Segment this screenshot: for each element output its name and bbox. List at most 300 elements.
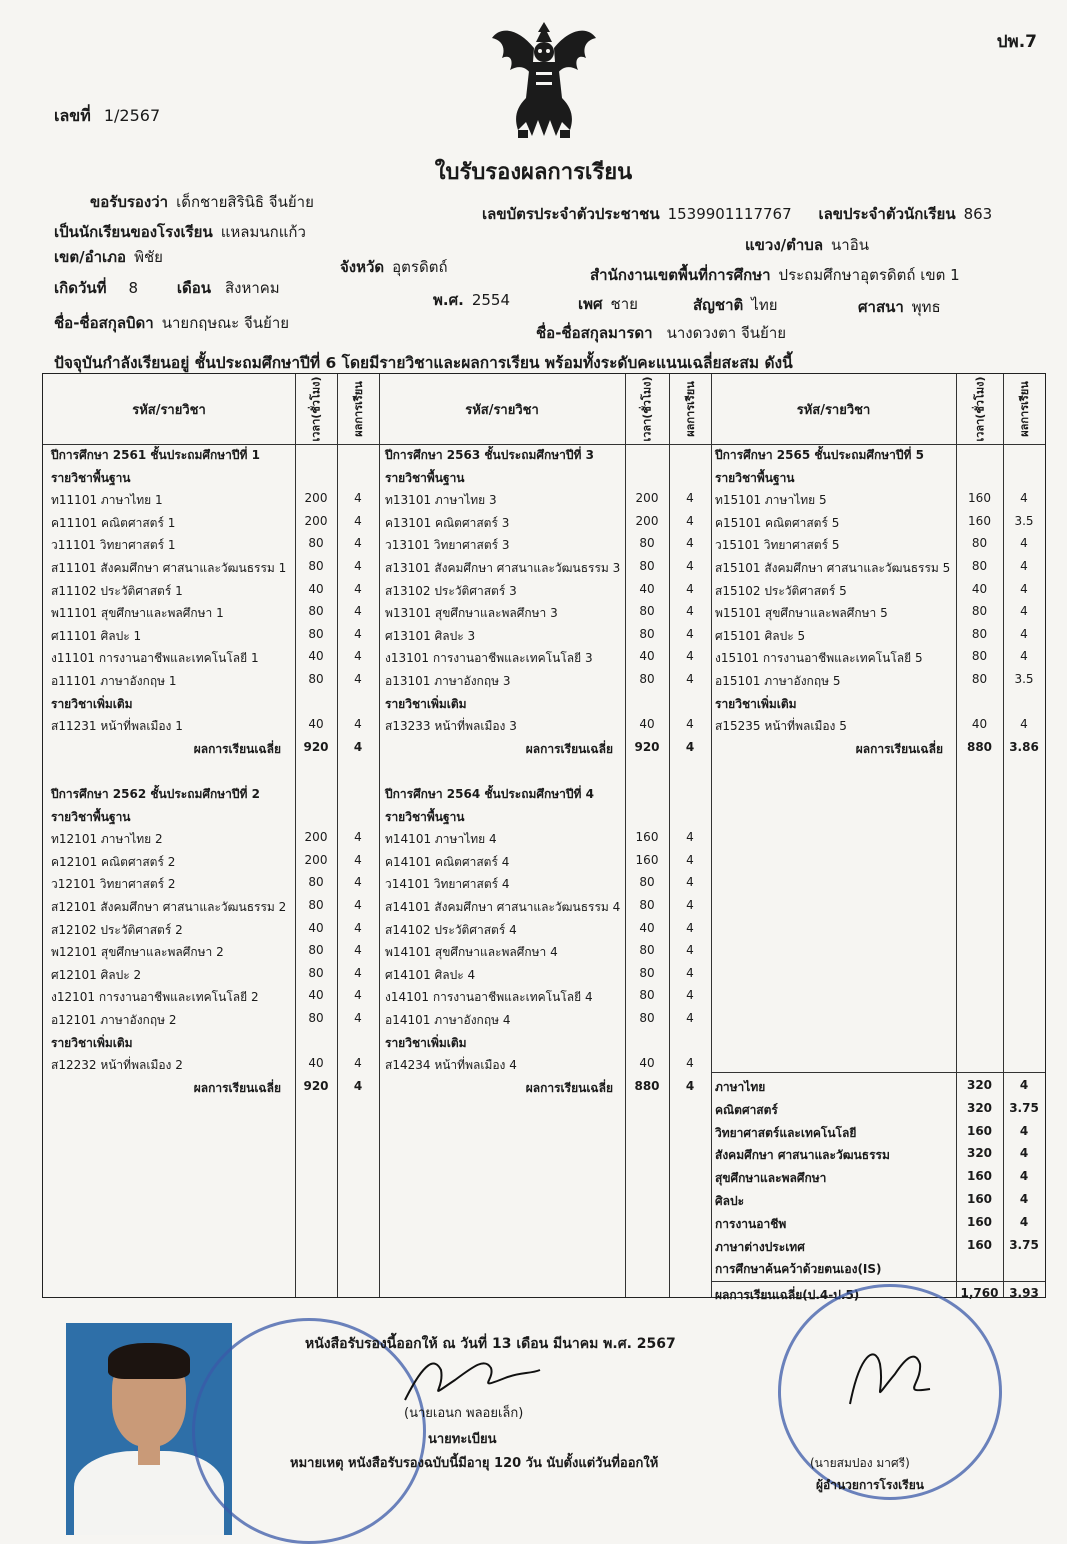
grade-cell: 4 [686,491,694,506]
subject-label: อ12101 ภาษาอังกฤษ 2 [51,1013,177,1027]
hours-cell: 160 [635,852,659,867]
subject-row [43,491,1043,513]
certify-label: ขอรับรองว่า [90,193,169,211]
document-number-value: 1/2567 [103,106,161,125]
subject-row [43,604,1043,626]
grade-cell: 3.5 [1014,513,1034,528]
subject-label: ส12101 สังคมศึกษา ศาสนาและวัฒนธรรม 2 [51,900,287,914]
grade-cell: 4 [686,875,694,890]
summary-label: คณิตศาสตร์ [715,1102,778,1117]
grade-cell: 4 [354,988,362,1003]
hours-cell: 200 [304,513,328,528]
subject-label: ศ11101 ศิลปะ 1 [51,628,142,643]
hours-cell: 880 [634,1078,660,1093]
hours-cell: 80 [308,965,324,980]
hours-cell: 40 [308,581,324,596]
mother-label: ชื่อ-ชื่อสกุลมารดา [536,324,653,342]
subject-label: อ13101 ภาษาอังกฤษ 3 [385,674,511,688]
birth-day-label: เกิดวันที่ [54,279,107,297]
school-label: เป็นนักเรียนของโรงเรียน [54,223,213,241]
hours-cell: 80 [971,536,988,551]
header-hours-2: เวลา(ชั่วโมง) [641,376,654,442]
grade-cell: 4 [1020,536,1028,551]
subdistrict-label: แขวง/ตำบล [745,236,824,254]
grade-cell: 4 [354,920,362,935]
subject-label: ปีการศึกษา 2564 ชั้นประถมศึกษาปีที่ 4 [385,787,594,801]
registrar-signature [395,1350,545,1410]
grade-cell: 3.5 [1014,672,1034,686]
grade-cell: 4 [686,943,694,958]
hours-cell: 80 [639,875,655,890]
grade-cell: 4 [686,988,694,1003]
garuda-emblem [488,18,600,143]
header-grade-1: ผลการเรียน [352,381,366,437]
grade-cell: 4 [1020,559,1028,573]
grade-cell: 4 [354,672,362,686]
grade-cell: 4 [354,898,362,912]
subject-label: ปีการศึกษา 2561 ชั้นประถมศึกษาปีที่ 1 [51,448,260,462]
province: อุตรดิตถ์ [392,258,448,276]
grade-cell: 4 [354,513,362,528]
subject-row [43,514,1043,536]
summary-grade: 4 [1019,1214,1029,1229]
sex: ชาย [610,295,638,313]
subject-label: ส11102 ประวัติศาสตร์ 1 [51,583,183,598]
subject-label: ง14101 การงานอาชีพและเทคโนโลยี 4 [385,990,593,1005]
subject-row [43,717,1043,739]
grade-cell: 4 [686,581,694,596]
grade-cell: 4 [686,965,694,980]
grade-cell: 4 [1020,491,1028,506]
mother-name: นางดวงตา จีนย้าย [666,324,787,342]
subject-label: ง15101 การงานอาชีพและเทคโนโลยี 5 [715,651,923,666]
citizen-id: 1539901117767 [667,205,792,223]
student-name: เด็กชายสิรินิธิ จีนย้าย [176,193,314,211]
father-line [54,311,289,335]
grade-cell: 4 [354,717,362,732]
subject-label: ว14101 วิทยาศาสตร์ 4 [385,877,510,892]
subject-row [43,582,1043,604]
hours-cell: 80 [639,604,655,619]
subject-label: ค15101 คณิตศาสตร์ 5 [715,515,840,530]
father-name: นายกฤษณะ จีนย้าย [161,314,290,332]
hours-cell: 40 [971,717,988,732]
district-line [54,245,163,269]
hours-cell: 80 [308,559,324,573]
subject-row [43,559,1043,581]
subject-label: ท11101 ภาษาไทย 1 [51,493,163,508]
summary-label: การศึกษาค้นคว้าด้วยตนเอง(IS) [715,1262,882,1277]
subject-label: ปีการศึกษา 2563 ชั้นประถมศึกษาปีที่ 3 [385,448,594,462]
hours-cell: 920 [303,1078,329,1093]
grade-cell: 4 [354,852,362,867]
summary-hours: 320 [966,1078,993,1092]
subject-label: ง12101 การงานอาชีพและเทคโนโลยี 2 [51,990,259,1005]
student-no: 863 [963,205,993,223]
hours-cell: 80 [971,559,988,573]
subject-label: ศ13101 ศิลปะ 3 [385,628,476,643]
student-name-line [90,190,314,214]
summary-grade: 3.75 [1009,1237,1039,1252]
form-code: ปพ.7 [996,32,1037,52]
subject-group [43,695,1043,717]
subject-label: ศ14101 ศิลปะ 4 [385,967,476,982]
hours-cell: 80 [639,943,655,958]
hours-cell: 880 [966,739,993,754]
subject-row [43,536,1043,558]
summary-grade: 3.75 [1009,1100,1039,1115]
grade-cell: 3.86 [1009,739,1039,754]
hours-cell: 80 [971,626,988,641]
subdistrict-line [745,233,869,257]
subject-label: ศ12101 ศิลปะ 2 [51,967,142,982]
summary-row [43,1078,1043,1100]
subject-label: ผลการเรียนเฉลี่ย [525,741,613,756]
birth-year-line [433,288,510,312]
header-grade-2: ผลการเรียน [684,381,698,437]
school-name: แหลมนกแก้ว [220,223,306,241]
hours-cell: 920 [634,739,660,754]
hours-cell: 200 [304,830,328,845]
father-label: ชื่อ-ชื่อสกุลบิดา [54,314,154,332]
sex-line [578,292,638,316]
subject-label: ง13101 การงานอาชีพและเทคโนโลยี 3 [385,651,593,666]
hours-cell: 160 [968,491,991,506]
summary-hours: 160 [966,1123,993,1138]
subject-label: ส15102 ประวัติศาสตร์ 5 [715,583,847,598]
summary-label: ผลการเรียนเฉลี่ย(ป.4-ป.5) [715,1288,860,1302]
header-subject-2: รหัส/รายวิชา [465,402,539,418]
grade-cell: 4 [354,943,362,958]
subject-label: อ11101 ภาษาอังกฤษ 1 [51,674,177,688]
subject-label: รายวิชาเพิ่มเติม [385,696,467,711]
hours-cell: 40 [639,920,655,935]
grade-cell: 4 [353,739,363,754]
subject-row [43,943,1043,965]
summary-row [43,1146,1043,1168]
hours-cell: 80 [308,672,324,686]
subject-label: ท15101 ภาษาไทย 5 [715,493,827,508]
hours-cell: 40 [639,1056,655,1071]
subject-label: ส14102 ประวัติศาสตร์ 4 [385,922,517,937]
summary-row [43,1238,1043,1260]
subject-row [43,627,1043,649]
subject-label: ส15101 สังคมศึกษา ศาสนาและวัฒนธรรม 5 [715,561,951,575]
hours-cell: 80 [971,672,988,686]
hours-cell: 80 [308,943,324,958]
summary-grade: 3.93 [1009,1286,1039,1300]
grade-cell: 4 [1020,717,1028,732]
subject-label: ว13101 วิทยาศาสตร์ 3 [385,538,510,553]
document-title: ใบรับรองผลการเรียน [434,160,633,185]
summary-label: ศิลปะ [715,1194,745,1208]
citizen-id-line [482,202,992,226]
hours-cell: 80 [308,604,324,619]
grade-cell: 4 [686,1011,694,1025]
grade-cell: 4 [354,626,362,641]
summary-hours: 160 [966,1192,993,1206]
subject-label: รายวิชาพื้นฐาน [385,470,465,485]
summary-row [43,1215,1043,1237]
year-heading [43,785,1043,807]
hours-cell: 80 [308,1011,324,1025]
subject-label: ผลการเรียนเฉลี่ย [855,741,943,756]
subject-label: อ15101 ภาษาอังกฤษ 5 [715,674,841,688]
grade-cell: 4 [1020,581,1028,596]
summary-row [43,1124,1043,1146]
subject-label: ปีการศึกษา 2565 ชั้นประถมศึกษาปีที่ 5 [715,448,924,462]
grade-cell: 4 [686,1056,694,1071]
summary-grade: 4 [1019,1192,1029,1206]
document-number [54,104,160,129]
subject-label: ว15101 วิทยาศาสตร์ 5 [715,538,840,553]
religion: พุทธ [911,298,941,316]
hours-cell: 80 [308,875,324,890]
subject-label: อ14101 ภาษาอังกฤษ 4 [385,1013,511,1027]
intro-text: ปัจจุบันกำลังเรียนอยู่ ชั้นประถมศึกษาปีที่ 6 โดยมีรายวิชาและผลการเรียน พร้อมทั้งระดับคะแนนเฉลี่ยสะสม ดังนี้ [54,354,793,372]
grade-cell: 4 [354,536,362,551]
province-line [340,255,448,279]
subject-label: ส14234 หน้าที่พลเมือง 4 [385,1058,517,1073]
grade-cell: 4 [686,649,694,664]
grade-cell: 4 [686,852,694,867]
hours-cell: 40 [308,649,324,664]
validity-note: หมายเหตุ หนังสือรับรองฉบับนี้มีอายุ 120 วัน นับตั้งแต่วันที่ออกให้ [290,1456,659,1471]
grade-cell: 4 [354,875,362,890]
subject-group [43,808,1043,830]
summary-hours: 160 [966,1169,993,1184]
grade-cell: 4 [354,1056,362,1071]
hours-cell: 80 [639,536,655,551]
birth-year: 2554 [471,291,510,309]
grade-cell: 4 [354,559,362,573]
subject-label: ส13233 หน้าที่พลเมือง 3 [385,719,517,734]
summary-hours: 160 [966,1237,993,1252]
issue-statement: หนังสือรับรองนี้ออกให้ ณ วันที่ 13 เดือน มีนาคม พ.ศ. 2567 [305,1336,676,1352]
summary-grade: 4 [1019,1169,1029,1184]
religion-label: ศาสนา [858,298,904,316]
school-line [54,220,306,244]
grade-cell: 4 [686,559,694,573]
subject-label: ว12101 วิทยาศาสตร์ 2 [51,877,176,892]
header-grade-3: ผลการเรียน [1018,381,1032,437]
birth-day: 8 [128,279,139,297]
summary-label: การงานอาชีพ [715,1216,787,1231]
grade-cell: 4 [686,717,694,732]
grade-cell: 4 [686,536,694,551]
grade-cell: 4 [1020,626,1028,641]
hours-cell: 40 [971,581,988,596]
hours-cell: 80 [639,988,655,1003]
subject-label: ส11101 สังคมศึกษา ศาสนาและวัฒนธรรม 1 [51,561,287,575]
subject-label: ส15235 หน้าที่พลเมือง 5 [715,719,847,734]
summary-label: วิทยาศาสตร์และเทคโนโลยี [715,1125,857,1140]
hours-cell: 80 [308,626,324,641]
summary-grade: 4 [1019,1123,1029,1138]
subject-label: ส13101 สังคมศึกษา ศาสนาและวัฒนธรรม 3 [385,561,621,575]
subject-row [43,875,1043,897]
nationality-line [693,293,778,317]
hours-cell: 200 [304,852,328,867]
summary-hours: 320 [966,1146,993,1161]
subject-label: ว11101 วิทยาศาสตร์ 1 [51,538,176,553]
birth-month: สิงหาคม [224,279,280,297]
summary-hours: 320 [966,1100,993,1115]
summary-grade: 4 [1019,1146,1029,1161]
subject-label: ท14101 ภาษาไทย 4 [385,832,497,847]
religion-line [858,295,941,319]
hours-cell: 200 [635,491,659,506]
hours-cell: 40 [308,920,324,935]
summary-row [43,1101,1043,1123]
hours-cell: 80 [308,898,324,912]
summary-row [43,1260,1043,1282]
subject-row [43,1056,1043,1078]
summary-label: สุขศึกษาและพลศึกษา [715,1171,827,1186]
subject-label: รายวิชาเพิ่มเติม [51,1035,133,1050]
grade-cell: 4 [354,604,362,619]
grade-cell: 4 [686,920,694,935]
subject-row [43,988,1043,1010]
grade-cell: 4 [354,965,362,980]
birth-day-line [54,276,280,300]
hours-cell: 200 [304,491,328,506]
hours-cell: 80 [639,626,655,641]
grade-cell: 4 [685,1078,695,1093]
hours-cell: 80 [308,536,324,551]
subject-label: พ12101 สุขศึกษาและพลศึกษา 2 [51,945,224,960]
subject-label: ปีการศึกษา 2562 ชั้นประถมศึกษาปีที่ 2 [51,787,260,801]
director-name: (นายสมปอง มาศรี) [810,1456,910,1470]
subject-row [43,898,1043,920]
hours-cell: 40 [308,717,324,732]
hours-cell: 80 [639,965,655,980]
grade-cell: 4 [686,672,694,686]
hours-cell: 40 [639,649,655,664]
hours-cell: 200 [635,513,659,528]
grade-cell: 4 [354,581,362,596]
subject-label: ส11231 หน้าที่พลเมือง 1 [51,719,183,734]
district-label: เขต/อำเภอ [54,248,127,266]
sex-label: เพศ [578,295,603,313]
grade-cell: 4 [686,604,694,619]
director-signature [830,1334,940,1424]
subject-label: รายวิชาพื้นฐาน [51,470,131,485]
subject-group [43,1034,1043,1056]
subject-row [43,966,1043,988]
student-no-label: เลขประจำตัวนักเรียน [818,205,956,223]
average-row [43,740,1043,762]
office: ประถมศึกษาอุตรดิตถ์ เขต 1 [778,266,960,284]
subject-label: ศ15101 ศิลปะ 5 [715,628,806,643]
subject-label: ค14101 คณิตศาสตร์ 4 [385,854,510,869]
grade-cell: 4 [686,513,694,528]
header-hours-3: เวลา(ชั่วโมง) [973,376,987,442]
summary-row [43,1192,1043,1214]
subject-group [43,469,1043,491]
hours-cell: 80 [639,1011,655,1025]
subject-row [43,921,1043,943]
grade-cell: 4 [354,1011,362,1025]
grade-cell: 4 [686,830,694,845]
subject-label: ง11101 การงานอาชีพและเทคโนโลยี 1 [51,651,259,666]
hours-cell: 80 [639,898,655,912]
subject-label: ท12101 ภาษาไทย 2 [51,832,163,847]
director-title: ผู้อำนวยการโรงเรียน [816,1478,924,1492]
summary-label: สังคมศึกษา ศาสนาและวัฒนธรรม [715,1148,890,1163]
subject-label: ท13101 ภาษาไทย 3 [385,493,497,508]
subject-label: ผลการเรียนเฉลี่ย [193,1080,281,1095]
grade-cell: 4 [1020,649,1028,664]
subject-label: ส13102 ประวัติศาสตร์ 3 [385,583,517,598]
subject-label: ค12101 คณิตศาสตร์ 2 [51,854,176,869]
subject-row [43,853,1043,875]
grade-cell: 4 [686,898,694,912]
subject-label: ค11101 คณิตศาสตร์ 1 [51,515,176,530]
subject-row [43,672,1043,694]
mother-line [536,321,786,345]
grade-cell: 4 [685,739,695,754]
subject-label: รายวิชาเพิ่มเติม [385,1035,467,1050]
subject-label: ส14101 สังคมศึกษา ศาสนาและวัฒนธรรม 4 [385,900,621,914]
subject-label: รายวิชาพื้นฐาน [51,809,131,824]
summary-label: ภาษาต่างประเทศ [715,1239,805,1254]
subject-row [43,1011,1043,1033]
subject-row [43,830,1043,852]
subject-label: ผลการเรียนเฉลี่ย [525,1080,613,1095]
grade-cell: 4 [354,491,362,506]
subject-label: พ11101 สุขศึกษาและพลศึกษา 1 [51,606,224,621]
nationality: ไทย [751,296,778,314]
hours-cell: 40 [639,717,655,732]
birth-year-label: พ.ศ. [433,291,464,309]
hours-cell: 80 [639,672,655,686]
year-heading [43,446,1043,468]
hours-cell: 80 [971,649,988,664]
header-hours-1: เวลา(ชั่วโมง) [310,376,323,442]
summary-hours: 160 [966,1214,993,1229]
hours-cell: 80 [971,604,988,619]
summary-row [43,1169,1043,1191]
summary-grade: 4 [1019,1078,1029,1092]
hours-cell: 40 [308,988,324,1003]
hours-cell: 920 [303,739,329,754]
grade-cell: 4 [1020,604,1028,619]
registrar-name: (นายเอนก พลอยเล็ก) [404,1406,524,1421]
nationality-label: สัญชาติ [693,296,744,314]
hours-cell: 40 [639,581,655,596]
subject-label: พ15101 สุขศึกษาและพลศึกษา 5 [715,606,888,621]
hours-cell: 160 [635,830,659,845]
district: พิชัย [134,248,163,266]
grade-cell: 4 [354,649,362,664]
registrar-title: นายทะเบียน [428,1432,497,1447]
citizen-id-label: เลขบัตรประจำตัวประชาชน [482,205,660,223]
hours-cell: 160 [968,513,991,528]
summary-label: ภาษาไทย [715,1080,766,1094]
grade-cell: 4 [686,626,694,641]
grade-cell: 4 [353,1078,363,1093]
grades-table [42,373,1046,1302]
hours-cell: 40 [308,1056,324,1071]
subject-label: รายวิชาเพิ่มเติม [715,696,797,711]
office-line [590,263,960,287]
header-subject-3: รหัส/รายวิชา [796,402,871,418]
subject-label: พ14101 สุขศึกษาและพลศึกษา 4 [385,945,558,960]
subject-label: พ13101 สุขศึกษาและพลศึกษา 3 [385,606,558,621]
hours-cell: 80 [639,559,655,573]
office-label: สำนักงานเขตพื้นที่การศึกษา [590,266,771,284]
